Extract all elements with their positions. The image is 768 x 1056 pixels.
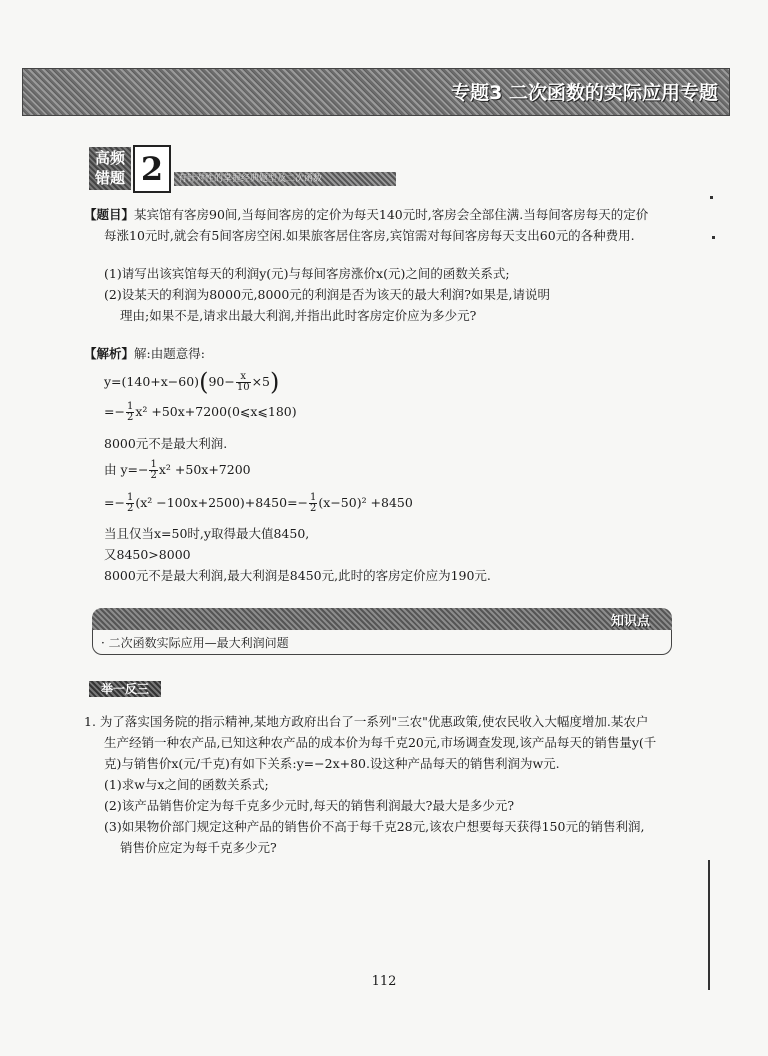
solution-line-8: 8000元不是最大利润,最大利润是8450元,此时的客房定价应为190元. — [104, 568, 491, 583]
solution-eq-2: =− $\frac{1}{2}$ x² +50x+7200(0⩽x⩽180) — [104, 401, 297, 423]
fraction: $\frac{1}{2}$ — [126, 492, 134, 514]
problem-question-2a: (2)设某天的利润为8000元,8000元的利润是否为该天的最大利润?如果是,请说明 — [104, 287, 550, 302]
knowledge-point-item: · 二次函数实际应用—最大利润问题 — [101, 636, 289, 650]
tag-number: 2 — [133, 145, 171, 193]
solution-eq-1: y=(140+x−60)(90− $\frac{x}{10}$ ×5) — [104, 368, 280, 396]
solution-line-7: 又8450>8000 — [104, 547, 191, 562]
practice-line-3: 克)与销售价x(元/千克)有如下关系:y=−2x+80.设这种产品每天的销售利润为w元. — [104, 756, 560, 771]
solution-line-3: 8000元不是最大利润. — [104, 436, 228, 451]
fraction: $\frac{1}{2}$ — [310, 492, 317, 514]
tag-line2: 错题 — [94, 169, 125, 187]
problem-label: 【题目】 — [84, 207, 135, 222]
practice-question-3a: (3)如果物价部门规定这种产品的销售价不高于每千克28元,该农户想要每天获得150元的销售利润, — [104, 819, 645, 834]
problem-line-1: 【题目】某宾馆有客房90间,当每间客房的定价为每天140元时,客房会全部住满.当每间客房每天的定价 — [84, 207, 649, 222]
scan-speck — [712, 236, 715, 239]
practice-tag: 举一反三 — [89, 681, 161, 697]
practice-line-1: 1. 为了落实国务院的指示精神,某地方政府出台了一系列"三农"优惠政策,使农民收入大幅度增加.某农户 — [84, 714, 649, 729]
solution-line-6: 当且仅当x=50时,y取得最大值8450, — [104, 526, 310, 541]
problem-question-2b: 理由;如果不是,请求出最大利润,并指出此时客房定价应为多少元? — [120, 308, 477, 323]
knowledge-point-label: 知识点 — [610, 614, 650, 629]
frequent-error-tag — [89, 147, 131, 190]
solution-intro: 【解析】解:由题意得: — [84, 346, 205, 361]
solution-eq-5: =− $\frac{1}{2}$ (x² −100x+2500)+8450=− $\frac{1}{2}$ (x−50)² +8450 — [104, 492, 413, 514]
knowledge-point-box — [92, 630, 672, 655]
fraction: $\frac{1}{2}$ — [150, 459, 157, 481]
practice-question-1: (1)求w与x之间的函数关系式; — [104, 777, 269, 792]
solution-eq-4: 由 y=− $\frac{1}{2}$ x² +50x+7200 — [104, 459, 251, 481]
solution-label: 【解析】 — [84, 346, 135, 361]
fraction: $\frac{x}{10}$ — [236, 371, 250, 393]
problem-line-2: 每涨10元时,就会有5间客房空闲.如果旅客居住客房,宾馆需对每间客房每天支出60元的各种费用. — [104, 228, 635, 243]
page-number: 112 — [371, 974, 397, 989]
practice-question-3b: 销售价应定为每千克多少元? — [120, 840, 277, 855]
fraction: $\frac{1}{2}$ — [126, 401, 134, 423]
chapter-title: 专题3 二次函数的实际应用专题 — [451, 82, 718, 104]
tag-strip: 有针对性的掌握经典题型及二次函数 — [174, 172, 396, 186]
problem-question-1: (1)请写出该宾馆每天的利润y(元)与每间客房涨价x(元)之间的函数关系式; — [104, 266, 510, 281]
practice-line-2: 生产经销一种农产品,已知这种农产品的成本价为每千克20元,市场调查发现,该产品每天的销售量y(千 — [104, 735, 657, 750]
scan-speck — [710, 196, 713, 199]
practice-question-2: (2)该产品销售价定为每千克多少元时,每天的销售利润最大?最大是多少元? — [104, 798, 515, 813]
knowledge-point-header — [92, 608, 672, 630]
chapter-header-band — [22, 68, 730, 116]
tag-line1: 高频 — [94, 149, 125, 167]
scan-edge-mark — [708, 860, 710, 990]
